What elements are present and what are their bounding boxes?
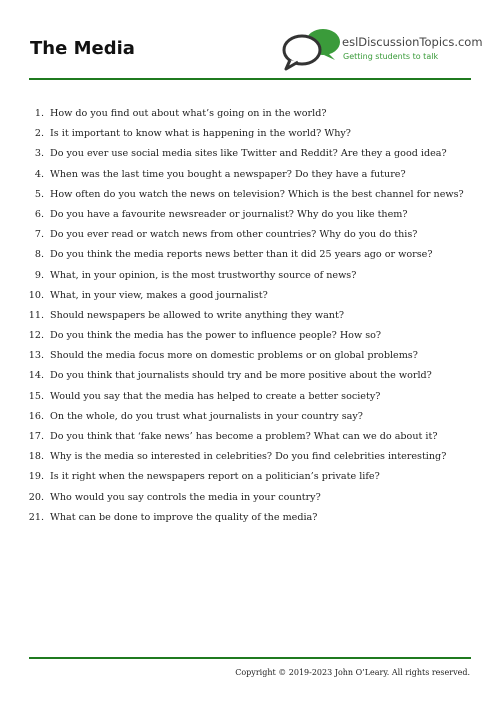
question-number: 8. (34, 249, 44, 261)
question-text: Would you say that the media has helped to create a better society? (50, 390, 381, 402)
question-item (0, 168, 470, 188)
question-text: On the whole, do you trust what journalists in your country say? (50, 410, 363, 422)
question-item (0, 248, 470, 268)
question-item (0, 430, 470, 450)
question-item (0, 511, 470, 531)
question-item (0, 269, 470, 289)
question-text: Do you have a favourite newsreader or journalist? Why do you like them? (50, 208, 408, 220)
question-item (0, 369, 470, 389)
question-item (0, 450, 470, 470)
question-item (0, 410, 470, 430)
question-number: 16. (28, 410, 44, 422)
speech-bubbles-icon (280, 27, 342, 73)
question-text: Do you think the media has the power to influence people? How so? (50, 330, 382, 342)
copyright-notice: Copyright © 2019-2023 John O’Leary. All rights reserved. (235, 668, 470, 677)
question-number: 15. (28, 390, 44, 402)
question-item (0, 470, 470, 490)
question-text: Do you think the media reports news better than it did 25 years ago or worse? (50, 249, 433, 261)
question-item (0, 309, 470, 329)
question-number: 20. (28, 491, 44, 503)
question-item (0, 289, 470, 309)
question-text: Do you think that ‘fake news’ has become a problem? What can we do about it? (50, 431, 438, 442)
question-number: 2. (34, 128, 44, 140)
question-item (0, 107, 470, 127)
question-item (0, 349, 470, 369)
question-text: How do you find out about what’s going on in the world? (50, 108, 327, 119)
question-text: How often do you watch the news on television? Which is the best channel for news? (50, 188, 464, 200)
question-number: 1. (34, 108, 44, 119)
footer-divider (29, 657, 471, 659)
question-item (0, 127, 470, 147)
question-text: What can be done to improve the quality of the media? (50, 511, 318, 523)
question-item (0, 491, 470, 511)
question-item (0, 329, 470, 349)
question-number: 19. (28, 471, 44, 483)
brand-tagline: Getting students to talk (343, 52, 439, 61)
brand-logo (280, 27, 483, 73)
brand-name: eslDiscussionTopics.com (342, 35, 483, 49)
question-text: Do you think that journalists should try and be more positive about the world? (50, 370, 432, 382)
question-text: Is it right when the newspapers report on a politician’s private life? (50, 471, 380, 483)
question-text: When was the last time you bought a newspaper? Do they have a future? (50, 168, 406, 180)
question-text: Do you ever use social media sites like Twitter and Reddit? Are they a good idea? (50, 148, 447, 160)
question-number: 7. (34, 229, 44, 241)
question-text: Is it important to know what is happening in the world? Why? (50, 128, 351, 140)
question-text: Why is the media so interested in celebrities? Do you find celebrities interesting? (50, 451, 447, 463)
question-text: What, in your opinion, is the most trustworthy source of news? (50, 269, 357, 281)
question-list (0, 107, 470, 531)
question-text: Should the media focus more on domestic problems or on global problems? (50, 350, 418, 362)
question-number: 3. (34, 148, 44, 160)
question-number: 4. (34, 168, 44, 180)
question-number: 21. (28, 511, 44, 523)
question-number: 17. (28, 431, 44, 442)
question-text: Who would you say controls the media in your country? (50, 491, 321, 503)
question-number: 6. (34, 208, 44, 220)
question-number: 13. (28, 350, 44, 362)
question-item (0, 147, 470, 167)
question-item (0, 188, 470, 208)
header-divider (29, 78, 471, 80)
question-number: 18. (28, 451, 44, 463)
question-item (0, 390, 470, 410)
page-title: The Media (30, 38, 135, 59)
question-number: 5. (34, 188, 44, 200)
question-number: 14. (28, 370, 44, 382)
question-number: 12. (28, 330, 44, 342)
question-text: Do you ever read or watch news from other countries? Why do you do this? (50, 229, 418, 241)
question-number: 11. (28, 309, 44, 321)
question-number: 10. (28, 289, 44, 301)
question-item (0, 228, 470, 248)
question-number: 9. (34, 269, 44, 281)
question-text: What, in your view, makes a good journalist? (50, 289, 268, 301)
question-item (0, 208, 470, 228)
question-text: Should newspapers be allowed to write anything they want? (50, 309, 344, 321)
